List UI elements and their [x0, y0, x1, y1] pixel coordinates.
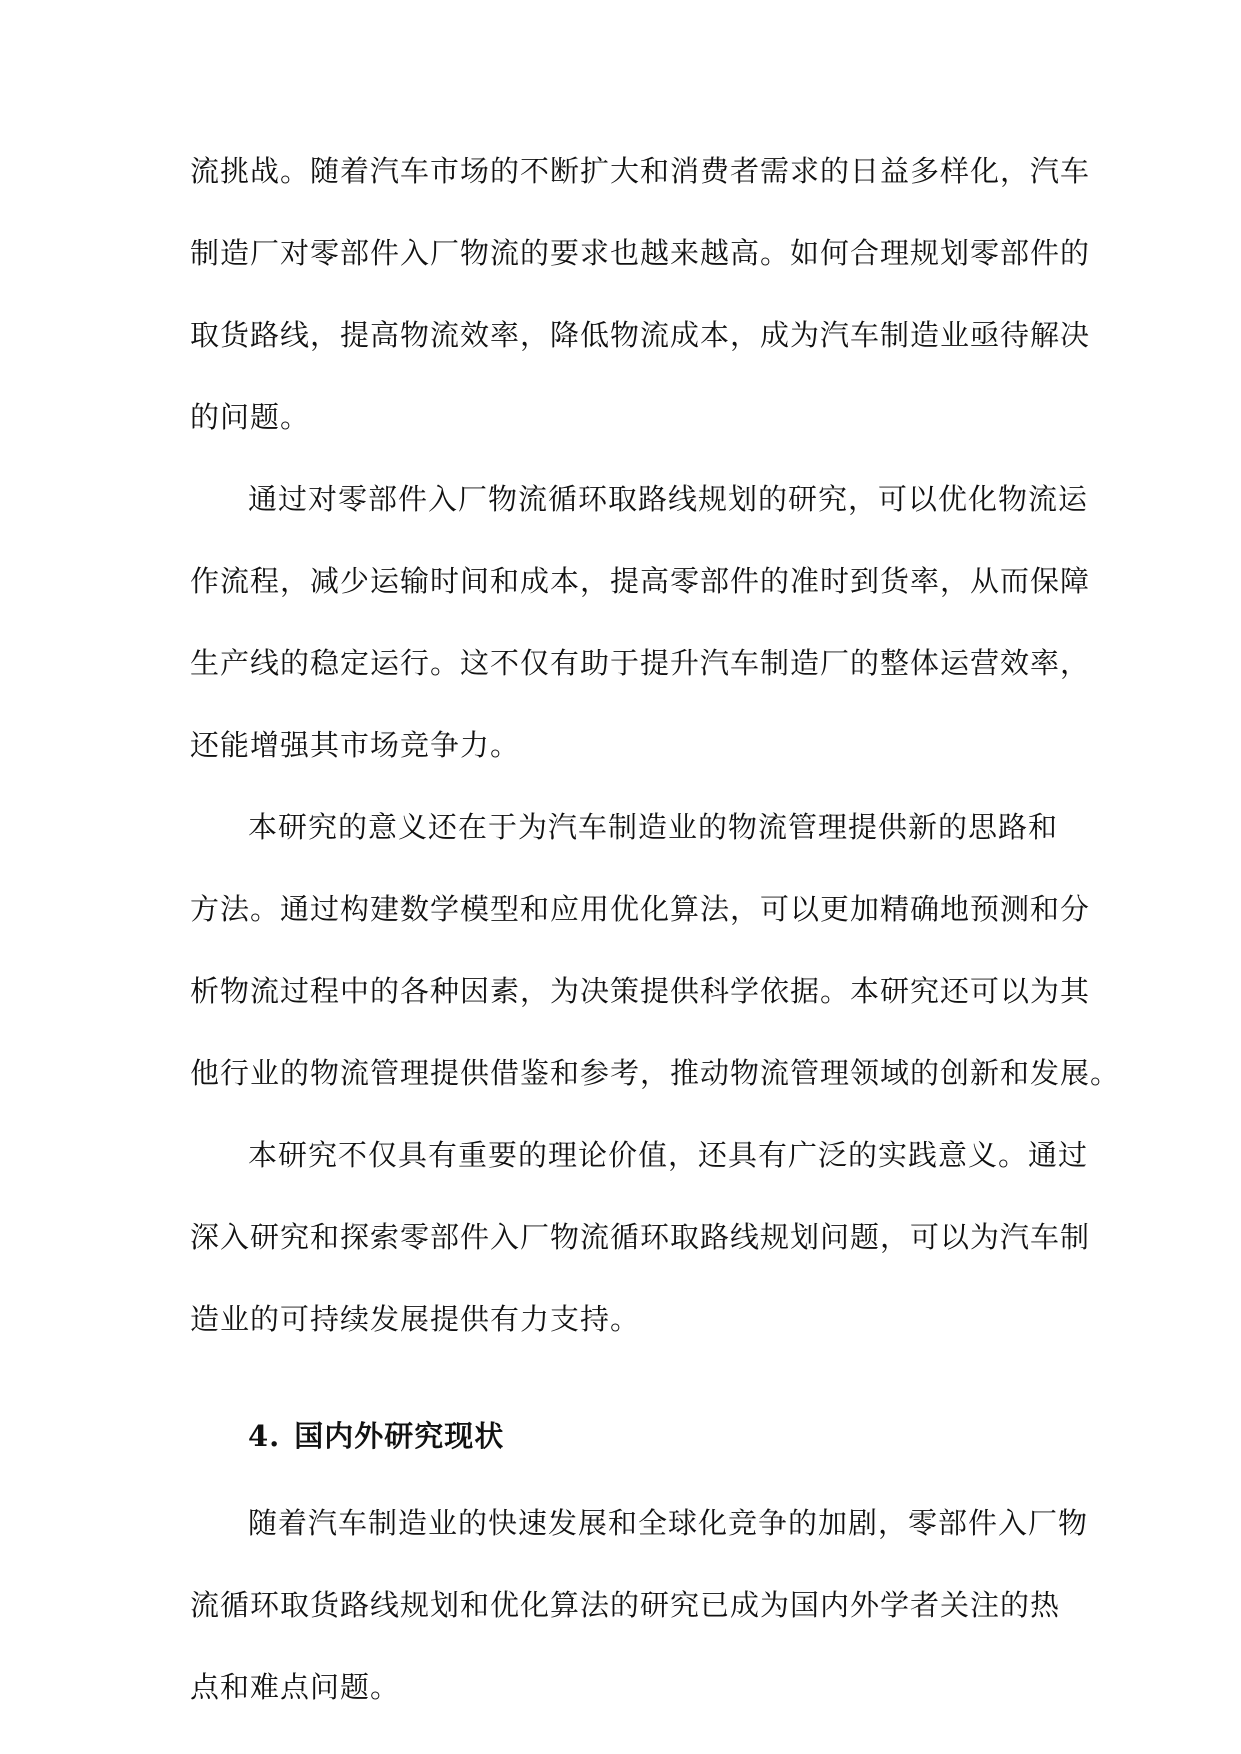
paragraph-research-value	[190, 1114, 1091, 1360]
paragraph-line: 析物流过程中的各种因素，为决策提供科学依据。本研究还可以为其	[190, 974, 1091, 1008]
paragraph-line: 方法。通过构建数学模型和应用优化算法，可以更加精确地预测和分	[190, 892, 1091, 926]
paragraph-line: 生产线的稳定运行。这不仅有助于提升汽车制造厂的整体运营效率，	[190, 646, 1091, 680]
document-page	[190, 130, 1121, 1728]
paragraph-line: 随着汽车制造业的快速发展和全球化竞争的加剧，零部件入厂物	[248, 1506, 1089, 1540]
paragraph-line: 的问题。	[190, 400, 311, 434]
paragraph-line: 流循环取货路线规划和优化算法的研究已成为国内外学者关注的热	[190, 1588, 1061, 1622]
paragraph-line: 制造厂对零部件入厂物流的要求也越来越高。如何合理规划零部件的	[190, 236, 1091, 270]
paragraph-line: 通过对零部件入厂物流循环取路线规划的研究，可以优化物流运	[248, 482, 1089, 516]
paragraph-line: 造业的可持续发展提供有力支持。	[190, 1302, 641, 1336]
section-title: 国内外研究现状	[294, 1419, 505, 1453]
paragraph-line: 作流程，减少运输时间和成本，提高零部件的准时到货率，从而保障	[190, 564, 1091, 598]
paragraph-research-benefit	[190, 458, 1091, 786]
paragraph-line: 点和难点问题。	[190, 1670, 401, 1704]
paragraph-line: 深入研究和探索零部件入厂物流循环取路线规划问题，可以为汽车制	[190, 1220, 1091, 1254]
paragraph-line: 取货路线，提高物流效率，降低物流成本，成为汽车制造业亟待解决	[190, 318, 1091, 352]
paragraph-line: 流挑战。随着汽车市场的不断扩大和消费者需求的日益多样化，汽车	[190, 154, 1091, 188]
section-heading	[190, 1390, 1060, 1482]
paragraph-research-status	[190, 1482, 1089, 1728]
paragraph-line: 本研究不仅具有重要的理论价值，还具有广泛的实践意义。通过	[248, 1138, 1089, 1172]
paragraph-line: 还能增强其市场竞争力。	[190, 728, 521, 762]
paragraph-continuation	[190, 130, 1091, 458]
paragraph-line: 本研究的意义还在于为汽车制造业的物流管理提供新的思路和	[248, 810, 1059, 844]
paragraph-line: 他行业的物流管理提供借鉴和参考，推动物流管理领域的创新和发展。	[190, 1056, 1121, 1090]
section-number: 4.	[248, 1419, 281, 1453]
paragraph-research-significance	[190, 786, 1121, 1114]
